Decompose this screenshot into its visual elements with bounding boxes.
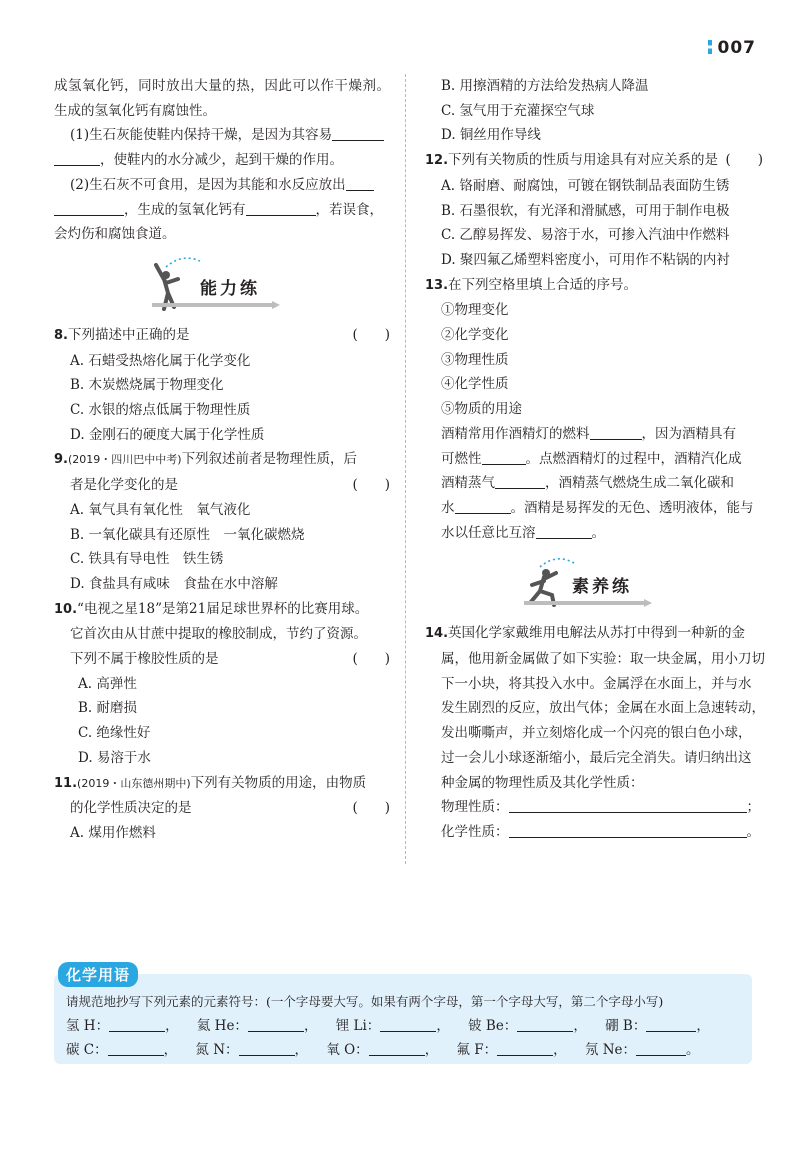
question-14: 14.英国化学家戴维用电解法从苏打中得到一种新的金 属，他用新金属做了如下实验：取一块金属，用小刀切 下一小块，将其投入水中。金属浮在水面上，并与水 发生剧烈的反应，放出气体；金属在水面上急速转动， 发出嘶嘶声，并立刻熔化成一个闪亮的银白色小球， 过一会儿小球逐渐缩小，最后完全消失。请归纳出这 种金属的物理性质及其化学性质： 物理性质： ； 化学性质： 。 [425, 621, 763, 844]
section-underline [524, 601, 644, 605]
question-12: 12.下列有关物质的性质与用途具有对应关系的是 ( ) [425, 152, 763, 169]
option: D. 易溶于水 [78, 749, 151, 766]
q13-paragraph: 酒精蒸气 ，酒精蒸气燃烧生成二氧化碳和 [441, 475, 734, 492]
question-13: 13.在下列空格里填上合适的序号。 [425, 276, 638, 293]
option: D. 聚四氟乙烯塑料密度小，可用作不粘锅的内衬 [441, 251, 730, 268]
chemical-property-answer: 化学性质： 。 [441, 823, 760, 840]
q14-line: 发出嘶嘶声，并立刻熔化成一个闪亮的银白色小球， [441, 725, 752, 742]
section-banner-ability [54, 247, 390, 323]
box-title: 化学用语 [58, 962, 138, 987]
sub-question-2: (2)生石灰不可食用，是因为其能和水反应放出 [54, 173, 390, 198]
choice-item: ③物理性质 [441, 351, 509, 368]
question-11-cont: 的化学性质决定的是 ( ) [70, 800, 390, 817]
box-instruction: 请规范地抄写下列元素的元素符号：(一个字母要大写。如果有两个字母，第一个字母大写，第二个字母小写) [66, 994, 664, 1009]
question-11: 11.(2019・山东德州期中)下列有关物质的用途，由物质 [54, 774, 367, 791]
option: A. 煤用作燃料 [70, 824, 156, 841]
q13-paragraph: 水 。酒精是易挥发的无色、透明液体，能与 [441, 499, 754, 516]
box-body [66, 990, 746, 1062]
option: C. 水银的熔点低属于物理性质 [70, 402, 251, 419]
option: B. 一氧化碳具有还原性 一氧化碳燃烧 [70, 526, 305, 543]
q14-line: 属，他用新金属做了如下实验：取一块金属，用小刀切 [441, 651, 765, 668]
option: B. 耐磨损 [78, 700, 138, 717]
option: C. 氢气用于充灌探空气球 [441, 102, 595, 119]
question-9-cont: 者是化学变化的是 ( ) [70, 477, 390, 494]
right-column [425, 74, 763, 845]
q14-line: 种金属的物理性质及其化学性质： [441, 774, 644, 791]
section-underline [152, 303, 272, 307]
option: B. 木炭燃烧属于物理变化 [70, 377, 224, 394]
q13-paragraph: 酒精常用作酒精灯的燃料 ，因为酒精具有 [441, 425, 736, 442]
sub-question-2-end: 会灼伤和腐蚀食道。 [54, 226, 176, 243]
question-8: 8.下列描述中正确的是 ( ) [54, 326, 390, 343]
option: A. 氧气具有氧化性 氧气液化 [70, 501, 251, 518]
intro-line: 成氢氧化钙，同时放出大量的热，因此可以作干燥剂。 [54, 78, 390, 94]
option: B. 用擦酒精的方法给发热病人降温 [441, 78, 649, 94]
page-number: 007 [708, 38, 757, 58]
option: A. 铬耐磨、耐腐蚀，可镀在钢铁制品表面防生锈 [441, 177, 730, 194]
sub-question-1: (1)生石灰能使鞋内保持干燥，是因为其容易 [54, 123, 390, 148]
element-row-2: 碳 C： ， 氮 N： ， 氧 O： ， 氟 F： ， 氖 Ne： 。 [66, 1042, 700, 1058]
left-column [54, 74, 390, 846]
option: A. 石蜡受热熔化属于化学变化 [70, 352, 251, 369]
choice-item: ②化学变化 [441, 327, 509, 344]
q14-line: 英国化学家戴维用电解法从苏打中得到一种新的金 [448, 625, 746, 642]
question-10-cont: 它首次由从甘蔗中提取的橡胶制成，节约了资源。 [70, 626, 367, 643]
option: D. 金刚石的硬度大属于化学性质 [70, 426, 265, 443]
option: A. 高弹性 [78, 675, 137, 692]
question-10-cont: 下列不属于橡胶性质的是 ( ) [70, 651, 390, 668]
choice-item: ⑤物质的用途 [441, 401, 522, 418]
physical-property-answer: 物理性质： ； [441, 799, 760, 816]
option: D. 食盐具有咸味 食盐在水中溶解 [70, 575, 278, 592]
question-10: 10.“电视之星18”是第21届足球世界杯的比赛用球。 [54, 600, 369, 617]
q14-line: 发生剧烈的反应，放出气体；金属在水面上急速转动， [441, 700, 765, 717]
option: C. 铁具有导电性 铁生锈 [70, 551, 224, 568]
question-9: 9.(2019・四川巴中中考)下列叙述前者是物理性质，后 [54, 451, 358, 468]
q13-paragraph: 水以任意比互溶 。 [441, 524, 605, 541]
element-row-1: 氢 H： ， 氦 He： ， 锂 Li： ， 铍 Be： ， 硼 B： ， [66, 1018, 710, 1034]
q13-paragraph: 可燃性 。点燃酒精灯的过程中，酒精汽化成 [441, 450, 742, 467]
choice-item: ④化学性质 [441, 376, 509, 393]
q14-line: 下一小块，将其投入水中。金属浮在水面上，并与水 [441, 675, 752, 692]
choice-item: ①物理变化 [441, 302, 509, 319]
sub-question-2-cont: ，生成的氢氧化钙有 ，若误食， [54, 198, 390, 223]
section-title: 素养练 [572, 577, 632, 598]
sub-question-1-cont: ，使鞋内的水分减少，起到干燥的作用。 [54, 148, 390, 173]
option: D. 铜丝用作导线 [441, 127, 541, 144]
q14-line: 过一会儿小球逐渐缩小，最后完全消失。请归纳出这 [441, 749, 752, 766]
option: C. 乙醇易挥发、易溶于水，可掺入汽油中作燃料 [441, 227, 730, 244]
section-banner-literacy [425, 545, 763, 621]
section-title: 能力练 [200, 278, 260, 299]
intro-line: 生成的氢氧化钙有腐蚀性。 [54, 102, 216, 119]
option: B. 石墨很软，有光泽和滑腻感，可用于制作电极 [441, 202, 730, 219]
option: C. 绝缘性好 [78, 725, 151, 742]
column-divider [405, 74, 406, 864]
